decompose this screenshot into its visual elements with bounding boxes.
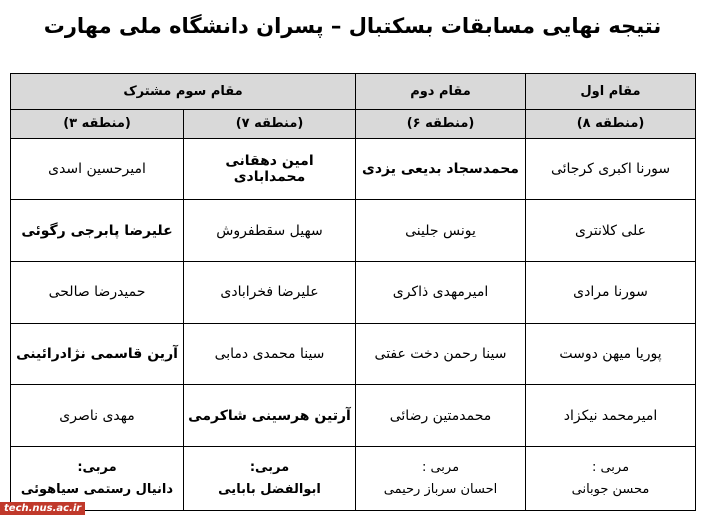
player-cell: حمیدرضا صالحی	[11, 262, 184, 324]
player-cell: مهدی ناصری	[11, 385, 184, 447]
table-row	[11, 385, 696, 447]
player-cell: سورنا اکبری کرجائی	[526, 138, 696, 200]
player-cell: امیرحسین اسدی	[11, 138, 184, 200]
player-cell: محمدمتین رضائی	[356, 385, 526, 447]
header-third-place: مقام سوم مشترک	[11, 74, 356, 110]
coach-cell	[526, 447, 696, 511]
coach-label: مربی:	[249, 459, 290, 475]
header-second-place: مقام دوم	[356, 74, 526, 110]
player-cell: سورنا مرادی	[526, 262, 696, 324]
player-cell: سینا محمدی دمابی	[184, 323, 356, 385]
coach-label: مربی :	[421, 459, 460, 475]
coach-cell	[356, 447, 526, 511]
player-cell: سینا رحمن دخت عفتی	[356, 323, 526, 385]
site-watermark: tech.nus.ac.ir	[0, 502, 85, 515]
coach-name: احسان سرباز رحیمی	[383, 481, 498, 497]
header-region-third-a: (منطقه ۷)	[184, 109, 356, 138]
coach-name: ابوالفضل بابایی	[218, 481, 321, 497]
player-cell: امیرمحمد نیکزاد	[526, 385, 696, 447]
player-cell: سهیل سقطفروش	[184, 200, 356, 262]
header-region-third-b: (منطقه ۳)	[11, 109, 184, 138]
coach-row	[11, 447, 696, 511]
coach-name: محسن جوبانی	[571, 481, 650, 497]
player-cell: یونس جلینی	[356, 200, 526, 262]
player-cell: آرتین هرسینی شاکرمی	[184, 385, 356, 447]
header-region-first: (منطقه ۸)	[526, 109, 696, 138]
table-row	[11, 138, 696, 200]
player-cell: آرین قاسمی نژادرائینی	[11, 323, 184, 385]
player-cell: پوریا میهن دوست	[526, 323, 696, 385]
player-cell: علیرضا فخرابادی	[184, 262, 356, 324]
player-cell: علی کلانتری	[526, 200, 696, 262]
coach-label: مربی :	[591, 459, 630, 475]
player-cell: علیرضا پابرجی رگوئی	[11, 200, 184, 262]
coach-name: دانیال رستمی سیاهوئی	[20, 481, 174, 497]
table-row	[11, 200, 696, 262]
coach-cell	[184, 447, 356, 511]
page-title: نتیجه نهایی مسابقات بسکتبال – پسران دانشگاه ملی مهارت	[43, 14, 662, 38]
player-cell: محمدسجاد بدیعی یزدی	[356, 138, 526, 200]
coach-cell	[11, 447, 184, 511]
player-cell: امین دهقانی محمدابادی	[184, 138, 356, 200]
table-row	[11, 262, 696, 324]
header-region-second: (منطقه ۶)	[356, 109, 526, 138]
header-first-place: مقام اول	[526, 74, 696, 110]
player-cell: امیرمهدی ذاکری	[356, 262, 526, 324]
coach-label: مربی:	[77, 459, 117, 475]
results-table	[10, 73, 696, 511]
table-row	[11, 323, 696, 385]
